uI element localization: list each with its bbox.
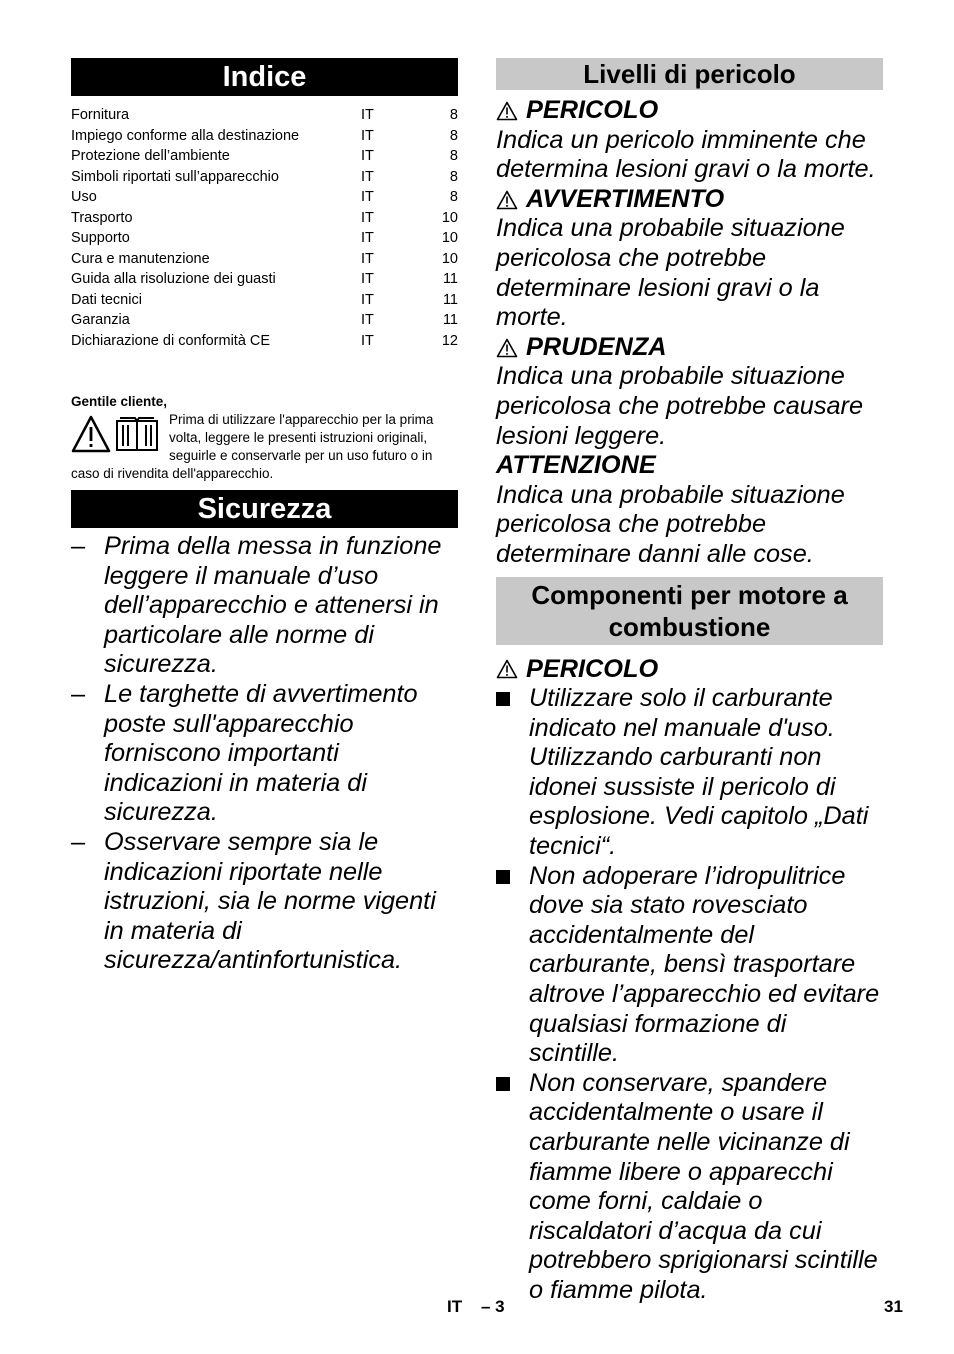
page-number: 31 bbox=[884, 1297, 903, 1316]
level-label-text: ATTENZIONE bbox=[496, 451, 656, 480]
warning-triangle-icon bbox=[496, 659, 518, 679]
warning-and-manual-icon bbox=[71, 415, 163, 453]
toc-entry-title: Trasporto bbox=[71, 209, 133, 226]
toc-entry-page: 8 bbox=[449, 168, 458, 185]
toc-entry-title: Garanzia bbox=[71, 312, 130, 328]
level-label-text: PERICOLO bbox=[526, 654, 659, 683]
livelli-heading: Livelli di pericolo bbox=[496, 58, 883, 90]
toc-entry-lang: IT bbox=[361, 148, 374, 164]
level-description: Indica un pericolo imminente che determina lesioni gravi o la morte. bbox=[496, 125, 876, 184]
toc-entry-page: 10 bbox=[441, 209, 458, 226]
toc-entry-lang: IT bbox=[361, 230, 374, 246]
toc-entry-lang: IT bbox=[361, 250, 374, 267]
toc-entry[interactable] bbox=[71, 310, 458, 331]
list-item-text: Le targhette di avvertimento poste sull'apparecchio forniscono importanti indicazioni in materia di sicurezza. bbox=[104, 679, 418, 827]
warning-triangle-icon bbox=[496, 338, 518, 358]
greeting-text: Prima di utilizzare l'apparecchio per la prima volta, leggere le presenti istruzioni originali, seguirle e conservarle per un uso futuro o in caso di rivendita dell'apparecchio. bbox=[71, 412, 434, 481]
toc-entry[interactable] bbox=[71, 290, 458, 311]
toc-entry-title: Fornitura bbox=[71, 107, 130, 123]
toc-entry[interactable] bbox=[71, 269, 458, 290]
toc-entry-title: Uso bbox=[71, 189, 97, 205]
toc-entry-title: Dichiarazione di conformità CE bbox=[71, 332, 271, 349]
list-item-text: Osservare sempre sia le indicazioni riportate nelle istruzioni, sia le norme vigenti in materia di sicurezza/antinfortunistica. bbox=[104, 827, 436, 975]
toc-entry-lang: IT bbox=[361, 291, 374, 308]
toc-entry-page: 8 bbox=[449, 127, 458, 144]
toc-entry-page: 11 bbox=[442, 312, 458, 328]
warning-triangle-icon bbox=[73, 417, 109, 451]
sicurezza-heading: Sicurezza bbox=[71, 490, 458, 528]
toc-entry[interactable] bbox=[71, 167, 458, 188]
toc-entry[interactable] bbox=[71, 187, 458, 208]
square-bullet-icon bbox=[496, 684, 529, 862]
toc-entry-page: 8 bbox=[449, 107, 458, 123]
toc-list bbox=[71, 105, 458, 351]
level-label-pericolo bbox=[496, 96, 883, 126]
toc-entry-page: 11 bbox=[442, 271, 458, 287]
footer-section-page: – 3 bbox=[481, 1297, 505, 1316]
level-label-prudenza bbox=[496, 333, 883, 363]
toc-entry[interactable] bbox=[71, 249, 458, 270]
toc-entry-title: Cura e manutenzione bbox=[71, 250, 210, 267]
dash-bullet: – bbox=[71, 679, 86, 708]
sicurezza-list bbox=[71, 532, 458, 976]
list-item bbox=[71, 828, 458, 976]
toc-entry-lang: IT bbox=[361, 271, 374, 287]
toc-entry-page: 10 bbox=[441, 230, 458, 246]
list-item-text: Utilizzare solo il carburante indicato nel manuale d'uso. Utilizzando carburanti non idonei sussiste il pericolo di esplosione. Vedi capitolo „Dati tecnici“. bbox=[529, 684, 869, 861]
toc-entry-title: Guida alla risoluzione dei guasti bbox=[71, 271, 276, 287]
square-bullet-icon bbox=[496, 1069, 529, 1306]
level-label-avvertimento bbox=[496, 185, 883, 215]
level-label-text: PERICOLO bbox=[526, 96, 659, 124]
toc-entry-lang: IT bbox=[361, 168, 374, 185]
toc-entry-title: Dati tecnici bbox=[71, 291, 142, 308]
componenti-heading: Componenti per motore a combustione bbox=[496, 577, 883, 645]
list-item-text: Prima della messa in funzione leggere il manuale d’uso dell’apparecchio e attenersi in particolare alle norme di sicurezza. bbox=[104, 532, 442, 679]
list-item-text: Non conservare, spandere accidentalmente o usare il carburante nelle vicinanze di fiamme libere o apparecchi come forni, caldaie o riscaldatori d’acqua da cui potrebbero sprigionarsi scintille o fiamme pilota. bbox=[529, 1068, 878, 1304]
list-item bbox=[496, 862, 883, 1069]
toc-entry-page: 8 bbox=[449, 148, 458, 164]
toc-entry-title: Impiego conforme alla destinazione bbox=[71, 127, 300, 144]
dash-bullet: – bbox=[71, 827, 86, 856]
greeting-title: Gentile cliente, bbox=[71, 394, 168, 409]
level-description: Indica una probabile situazione pericolosa che potrebbe determinare danni alle cose. bbox=[496, 480, 845, 568]
level-label-text: PRUDENZA bbox=[526, 332, 667, 361]
toc-entry-page: 8 bbox=[449, 189, 458, 205]
toc-entry-lang: IT bbox=[361, 312, 374, 328]
greeting-block bbox=[71, 393, 458, 483]
left-column bbox=[71, 58, 458, 976]
level-description: Indica una probabile situazione pericolosa che potrebbe causare lesioni leggere. bbox=[496, 362, 864, 450]
list-item bbox=[496, 1069, 883, 1306]
componenti-section bbox=[496, 655, 883, 1306]
level-label-pericolo bbox=[496, 655, 883, 685]
manual-book-icon bbox=[117, 418, 157, 450]
toc-entry[interactable] bbox=[71, 228, 458, 249]
greeting-body bbox=[71, 411, 458, 483]
toc-entry-title: Protezione dell’ambiente bbox=[71, 148, 230, 164]
toc-heading: Indice bbox=[71, 58, 458, 96]
toc-entry[interactable] bbox=[71, 105, 458, 126]
toc-entry-lang: IT bbox=[361, 332, 374, 349]
level-description: Indica una probabile situazione pericolosa che potrebbe determinare lesioni gravi o la morte. bbox=[496, 214, 845, 332]
hazard-levels bbox=[496, 96, 883, 570]
toc-entry-lang: IT bbox=[361, 209, 374, 226]
toc-entry-title: Simboli riportati sull’apparecchio bbox=[71, 168, 279, 185]
toc-entry-title: Supporto bbox=[71, 230, 130, 246]
toc-entry[interactable] bbox=[71, 208, 458, 229]
toc-entry-lang: IT bbox=[361, 189, 374, 205]
list-item bbox=[71, 680, 458, 828]
list-item bbox=[71, 532, 458, 680]
toc-entry[interactable] bbox=[71, 146, 458, 167]
warning-triangle-icon bbox=[496, 101, 518, 121]
toc-entry[interactable] bbox=[71, 126, 458, 147]
dash-bullet: – bbox=[71, 532, 86, 560]
level-label-text: AVVERTIMENTO bbox=[526, 184, 725, 213]
square-bullet-icon bbox=[496, 862, 529, 1069]
toc-entry-page: 12 bbox=[441, 332, 458, 349]
warning-triangle-icon bbox=[496, 190, 518, 210]
list-item bbox=[496, 684, 883, 862]
toc-entry-lang: IT bbox=[361, 127, 374, 144]
toc-entry-lang: IT bbox=[361, 107, 374, 123]
level-label-attenzione bbox=[496, 451, 883, 481]
toc-entry-page: 11 bbox=[442, 291, 458, 308]
toc-entry[interactable] bbox=[71, 331, 458, 352]
right-column bbox=[496, 58, 883, 1306]
list-item-text: Non adoperare l’idropulitrice dove sia stato rovesciato accidentalmente del carburante, bensì trasportare altrove l’apparecchio ed evitare qualsiasi formazione di scintille. bbox=[529, 861, 880, 1068]
toc-entry-page: 10 bbox=[441, 250, 458, 267]
footer-lang: IT bbox=[447, 1297, 463, 1316]
